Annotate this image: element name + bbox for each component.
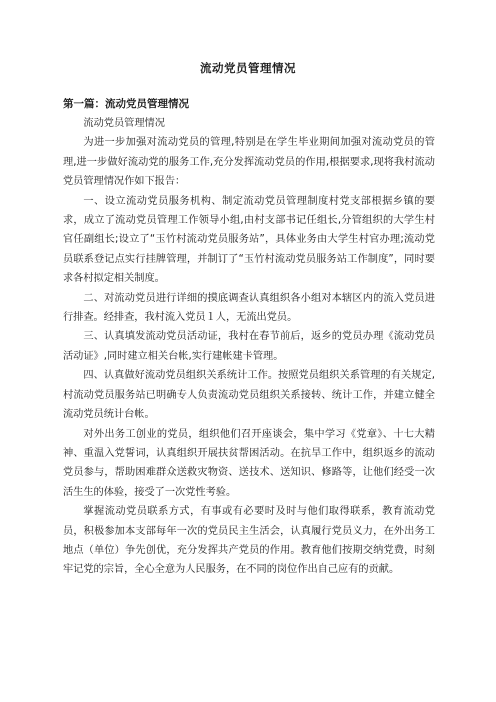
paragraph: 二、对流动党员进行详细的摸底调查认真组织各小组对本辖区内的流入党员进行排查。经排查，我村流入党员１人，无流出党员。 bbox=[63, 292, 435, 324]
paragraph: 流动党员管理情况 bbox=[83, 118, 165, 129]
paragraph: 四、认真做好流动党员组织关系统计工作。按照党员组织关系管理的有关规定,村流动党员服务站已明确专人负责流动党员组织关系接转、统计工作，并建立健全流动党员统计台帐。 bbox=[63, 370, 435, 421]
section-heading: 第一篇：流动党员管理情况 bbox=[63, 98, 189, 110]
paragraph: 为进一步加强对流动党员的管理,特别是在学生毕业期间加强对流动党员的管理,进一步做好流动党的服务工作,充分发挥流动党员的作用,根据要求,现将我村流动党员管理情况作如下报告： bbox=[63, 137, 435, 188]
paragraph: 三、认真填发流动党员活动证，我村在春节前后，返乡的党员办理《流动党员活动证》,同时建立相关台帐,实行建帐建卡管理。 bbox=[63, 331, 435, 362]
document-title: 流动党员管理情况 bbox=[200, 61, 296, 75]
document-body bbox=[63, 114, 435, 580]
paragraph: 掌握流动党员联系方式，有事或有必要时及时与他们取得联系，教育流动党员，积极参加本支部每年一次的党员民主生活会，认真履行党员义力，在外出务工地点（单位）争先创优，充分发挥共产党员的作用。教育他们按期交纳党费，时刻牢记党的宗旨，全心全意为人民服务，在不同的岗位作出自己应有的贡献。 bbox=[63, 506, 435, 576]
paragraph: 对外出务工创业的党员，组织他们召开座谈会，集中学习《党章》、十七大精神、重温入党誓词，认真组织开展扶贫帮困活动。在抗旱工作中，组织返乡的流动党员参与，帮助困难群众送救灾物资、送技术、送知识、修路等，让他们经受一次活生生的体验，接受了一次党性考验。 bbox=[63, 428, 435, 498]
paragraph: 一、设立流动党员服务机构、制定流动党员管理制度村党支部根据乡镇的要求，成立了流动党员管理工作领导小组,由村支部书记任组长,分管组织的大学生村官任副组长;设立了“玉竹村流动党员服务站”，具体业务由大学生村官办理;流动党员联系登记点实行挂牌管理，并制订了“玉竹村流动党员服务站工作制度”，同时要求各村拟定相关制度。 bbox=[63, 195, 435, 285]
